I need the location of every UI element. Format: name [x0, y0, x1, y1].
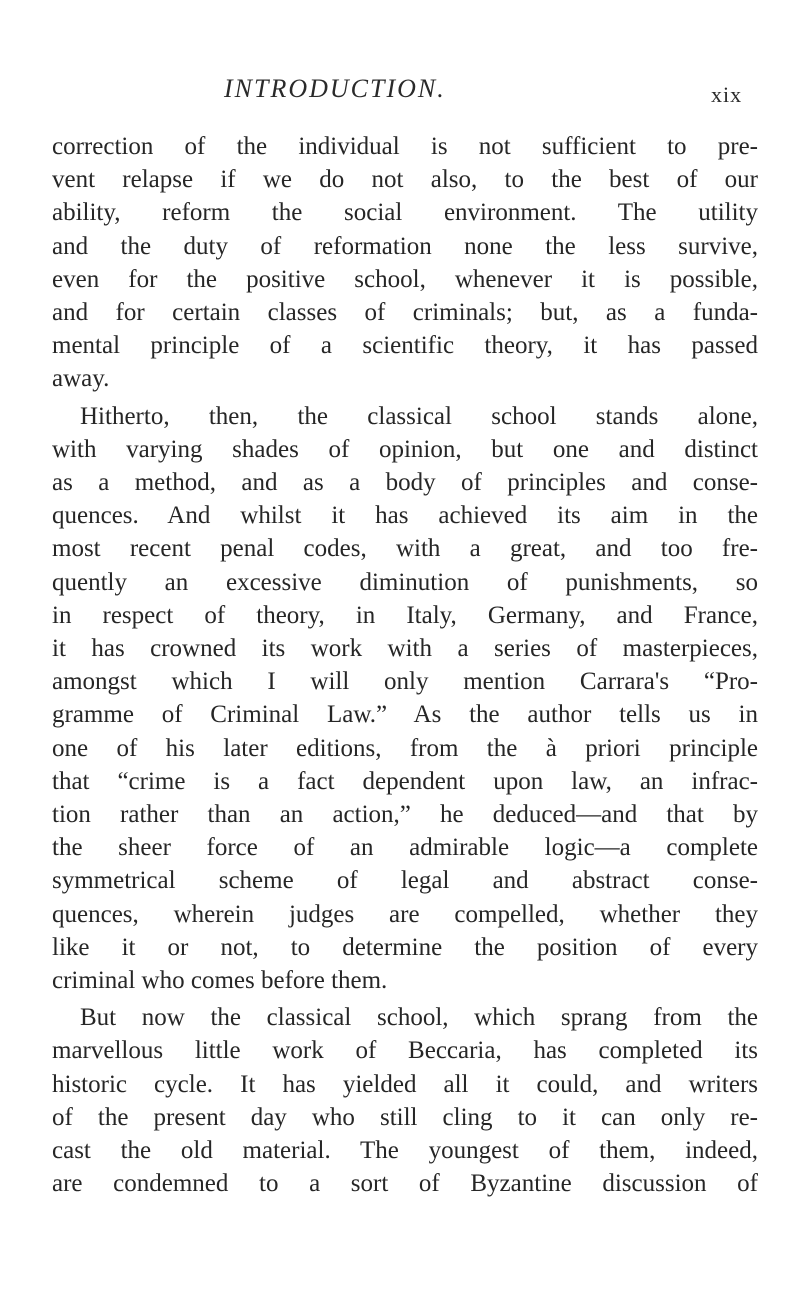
- text-line: But now the classical school, which sprang from the: [80, 1004, 758, 1032]
- text-line: like it or not, to determine the position of every: [52, 933, 758, 961]
- text-line: criminal who comes before them.: [52, 967, 388, 995]
- paragraph-1: [52, 130, 758, 396]
- text-line: one of his later editions, from the à priori principle: [52, 734, 758, 762]
- text-line: most recent penal codes, with a great, and too fre-: [52, 535, 758, 563]
- text-line: in respect of theory, in Italy, Germany, and France,: [52, 601, 758, 629]
- page-number: xix: [711, 82, 743, 107]
- text-line: symmetrical scheme of legal and abstract conse-: [52, 867, 758, 895]
- text-line: amongst which I will only mention Carrara's “Pro-: [52, 668, 758, 696]
- text-line: vent relapse if we do not also, to the best of our: [52, 166, 758, 194]
- text-line: quently an excessive diminution of punishments, so: [52, 568, 758, 596]
- text-line: with varying shades of opinion, but one and distinct: [52, 435, 758, 463]
- text-line: cast the old material. The youngest of them, indeed,: [52, 1137, 758, 1165]
- text-line: the sheer force of an admirable logic—a complete: [52, 834, 758, 862]
- text-line: ability, reform the social environment. The utility: [52, 199, 758, 227]
- text-line: Hitherto, then, the classical school stands alone,: [80, 402, 758, 430]
- text-line: as a method, and as a body of principles and conse-: [52, 469, 758, 497]
- text-line: and for certain classes of criminals; but, as a funda-: [52, 299, 758, 327]
- text-line: and the duty of reformation none the less survive,: [52, 232, 758, 260]
- running-head: INTRODUCTION.: [224, 74, 446, 103]
- paragraph-3: [52, 1001, 758, 1200]
- text-line: tion rather than an action,” he deduced—and that by: [52, 801, 758, 829]
- text-line: historic cycle. It has yielded all it could, and writers: [52, 1070, 758, 1098]
- text-line: gramme of Criminal Law.” As the author tells us in: [52, 701, 758, 729]
- text-line: that “crime is a fact dependent upon law, an infrac-: [52, 767, 758, 795]
- body-text: [52, 130, 758, 1201]
- text-line: even for the positive school, whenever it is possible,: [52, 265, 758, 293]
- text-line: mental principle of a scientific theory, it has passed: [52, 332, 758, 360]
- text-line: correction of the individual is not sufficient to pre-: [52, 133, 758, 160]
- text-line: of the present day who still cling to it can only re-: [52, 1103, 758, 1131]
- paragraph-2: [52, 400, 758, 998]
- text-line: are condemned to a sort of Byzantine discussion of: [52, 1170, 758, 1198]
- text-line: it has crowned its work with a series of masterpieces,: [52, 635, 758, 663]
- text-line: marvellous little work of Beccaria, has completed its: [52, 1037, 758, 1065]
- text-line: away.: [52, 365, 110, 393]
- text-line: quences. And whilst it has achieved its aim in the: [52, 502, 758, 530]
- text-line: quences, wherein judges are compelled, whether they: [52, 900, 758, 928]
